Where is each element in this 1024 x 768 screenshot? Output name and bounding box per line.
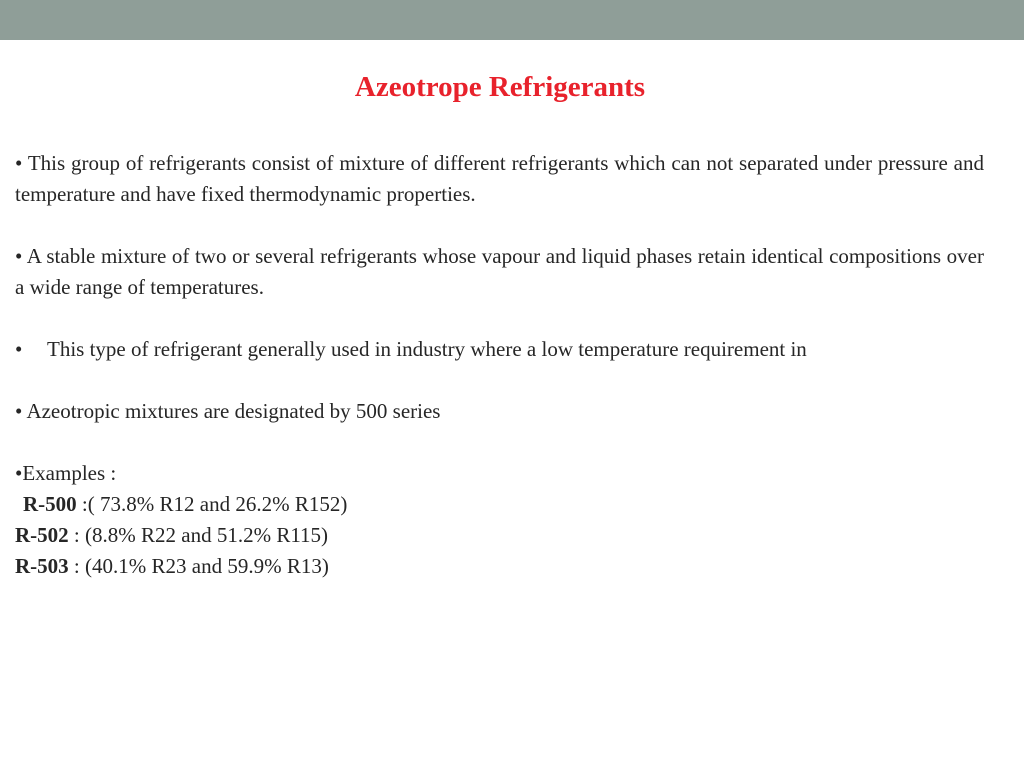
bullet-paragraph-3 <box>15 334 984 365</box>
example-name: R-503 <box>15 554 69 578</box>
example-detail: : (40.1% R23 and 59.9% R13) <box>73 554 329 578</box>
bullet-marker: • <box>15 337 23 361</box>
example-line-r502 <box>15 520 984 551</box>
example-line-r500 <box>15 489 984 520</box>
example-line-r503 <box>15 551 984 582</box>
top-header-band <box>0 0 1024 40</box>
bullet-paragraph-4: • Azeotropic mixtures are designated by 500 series <box>15 399 441 423</box>
example-name: R-500 <box>23 492 77 516</box>
slide-body <box>15 148 984 582</box>
example-detail: :( 73.8% R12 and 26.2% R152) <box>81 492 348 516</box>
bullet-paragraph-3-text: This type of refrigerant generally used in industry where a low temperature requirement in <box>47 337 807 361</box>
slide-title: Azeotrope Refrigerants <box>354 71 646 103</box>
bullet-paragraph-1: • This group of refrigerants consist of mixture of different refrigerants which can not separated under pressure and temperature and have fixed thermodynamic properties. <box>15 151 984 206</box>
example-detail: : (8.8% R22 and 51.2% R115) <box>73 523 329 547</box>
examples-heading: •Examples : <box>15 461 117 485</box>
example-name: R-502 <box>15 523 69 547</box>
bullet-paragraph-2: • A stable mixture of two or several refrigerants whose vapour and liquid phases retain identical compositions over a wide range of temperatures. <box>15 244 984 299</box>
